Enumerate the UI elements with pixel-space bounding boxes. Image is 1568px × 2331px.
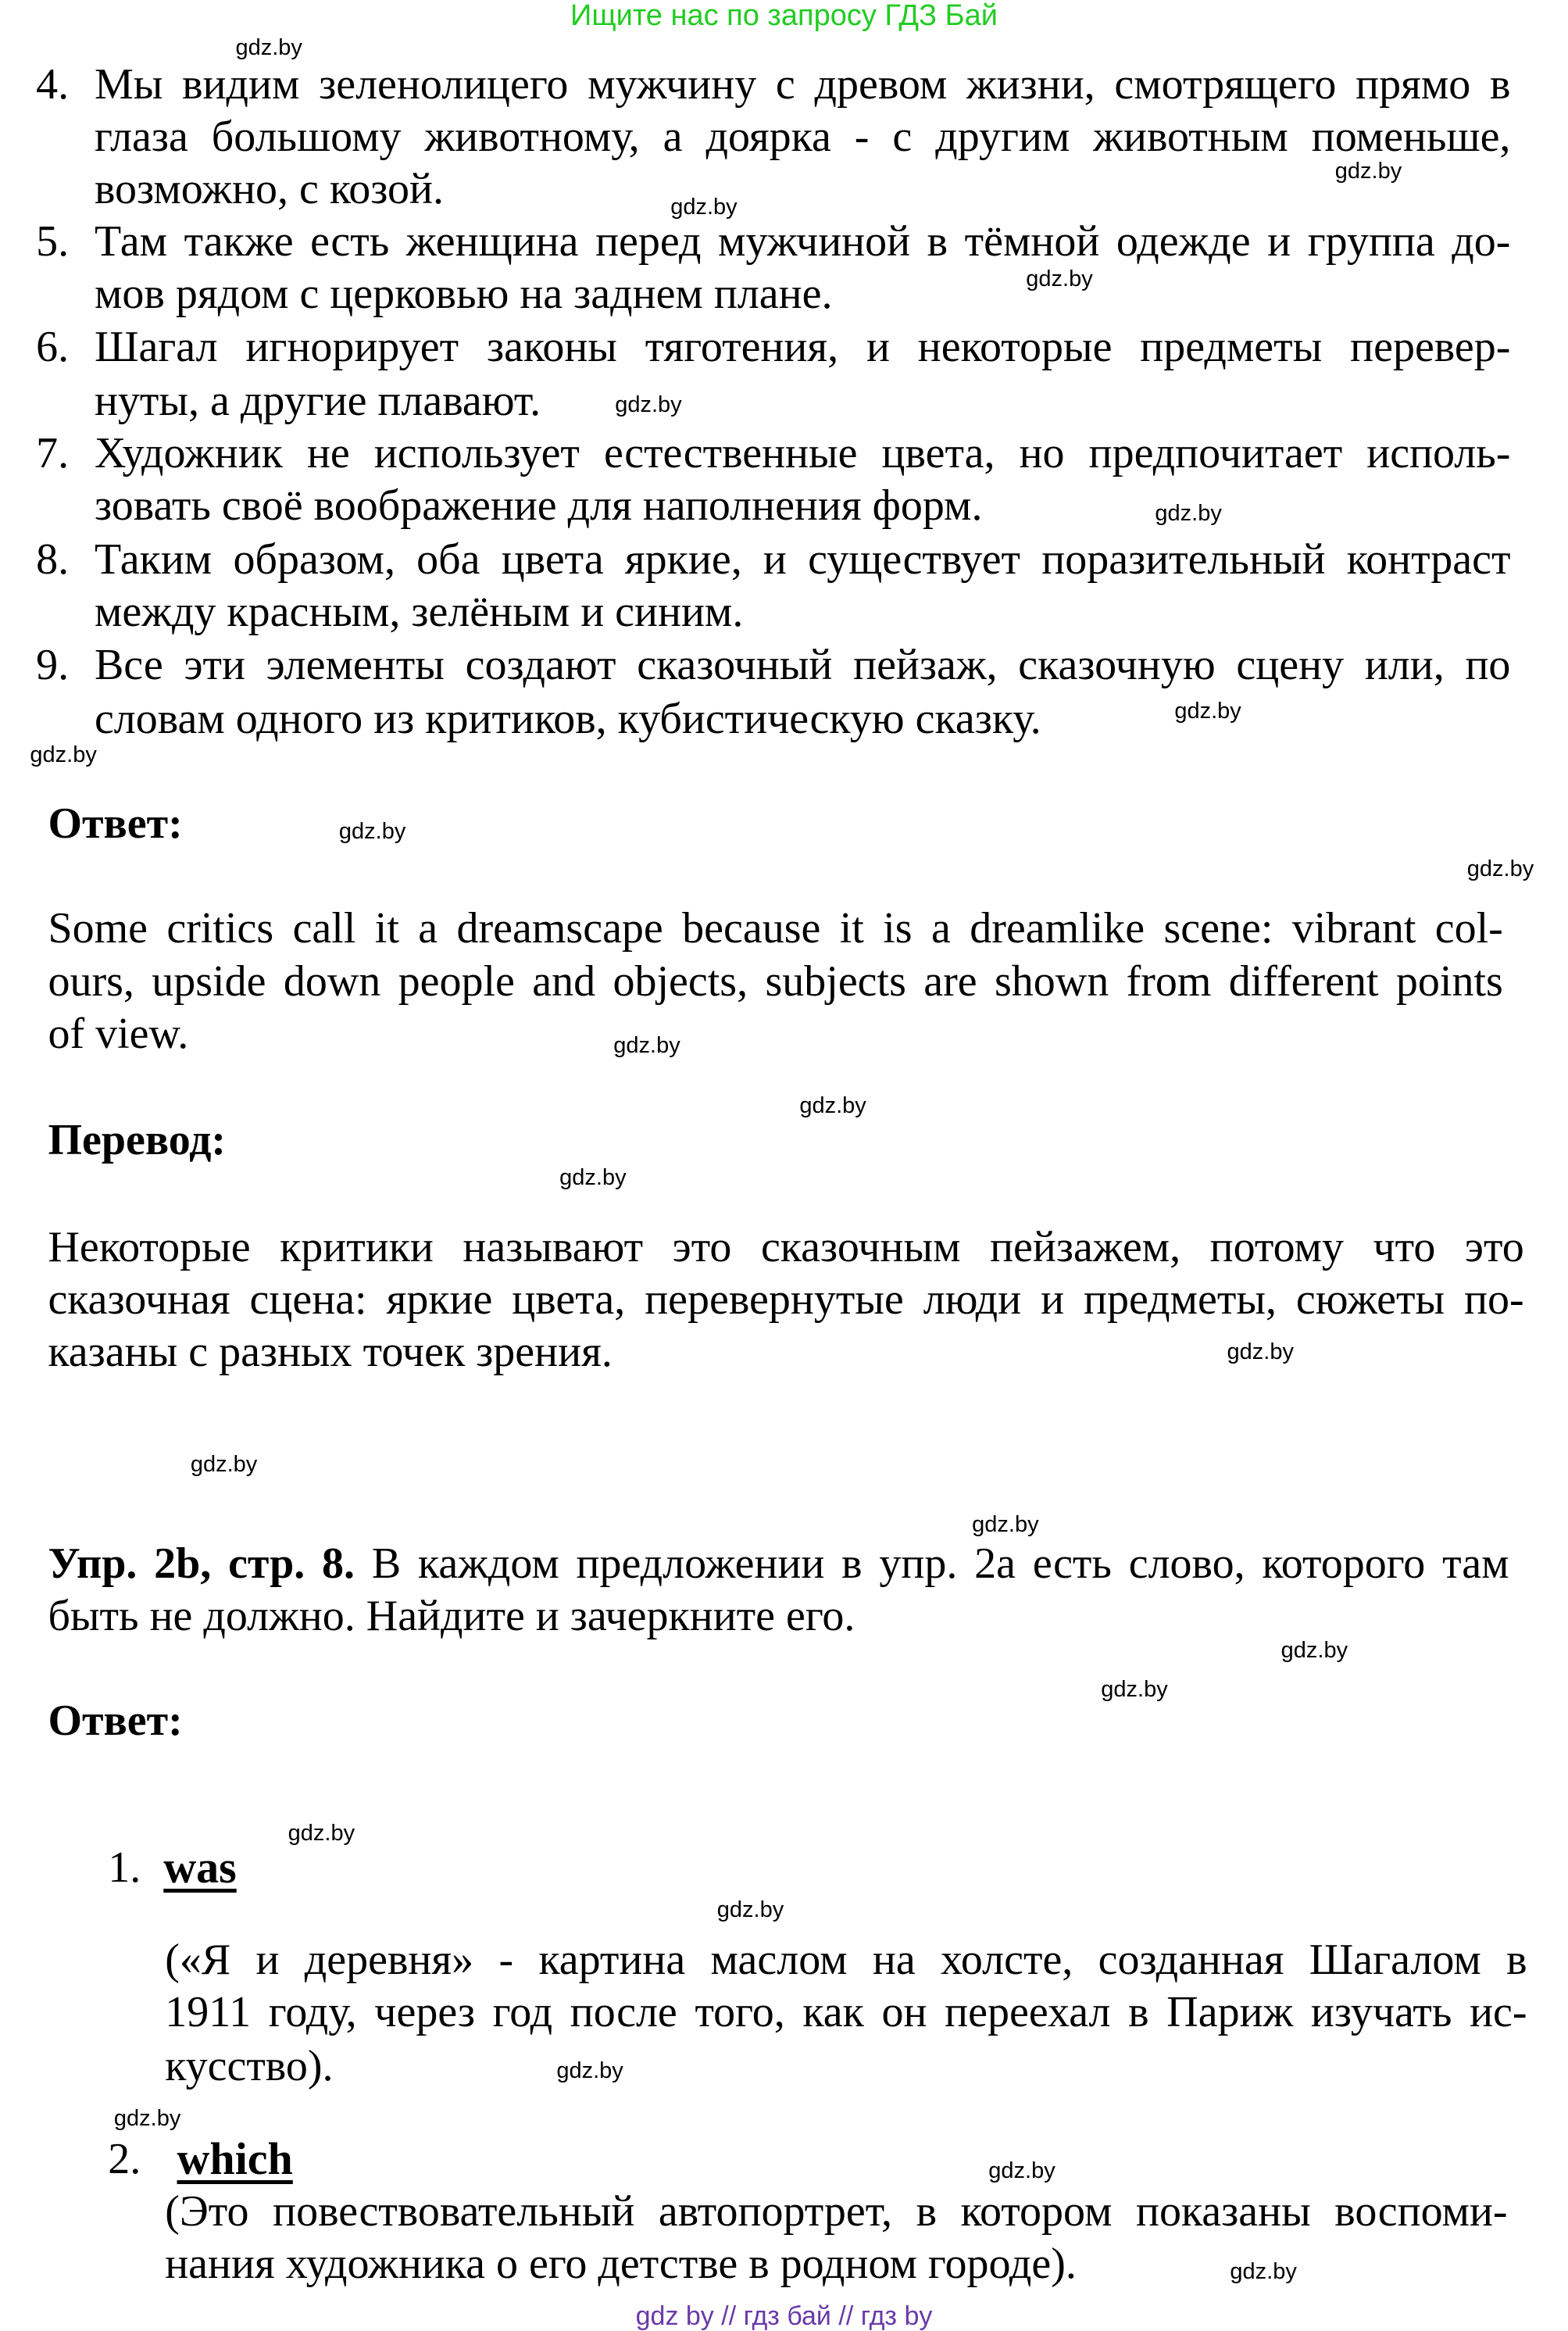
list-item-line: мов рядом с церковью на заднем плане. xyxy=(94,270,833,319)
answer-text-line: of view. xyxy=(48,1009,189,1058)
answer-label: Ответ: xyxy=(48,1696,183,1746)
answer-explanation-line: (Это повествовательный автопортрет, в котором показаны воспоми- xyxy=(165,2187,1508,2236)
watermark: gdz.by xyxy=(559,1165,627,1191)
answer-explanation-line: 1911 году, через год после того, как он переехал в Париж изучать ис- xyxy=(165,1987,1527,2036)
list-item-line: Все эти элементы создают сказочный пейзаж, сказочную сцену или, по xyxy=(94,640,1511,689)
exercise-line xyxy=(48,1539,1509,1588)
watermark: gdz.by xyxy=(1101,1676,1168,1702)
watermark: gdz.by xyxy=(1230,2258,1297,2284)
watermark: gdz.by xyxy=(972,1511,1039,1537)
translation-label: Перевод: xyxy=(48,1116,227,1165)
answer-word: which xyxy=(177,2133,293,2184)
list-item-line: Шагал игнорирует законы тяготения, и некоторые предметы перевер- xyxy=(94,322,1511,371)
translation-text-line: Некоторые критики называют это сказочным пейзажем, потому что это xyxy=(48,1222,1524,1271)
watermark: gdz.by xyxy=(1227,1339,1294,1364)
watermark: gdz.by xyxy=(988,2158,1055,2184)
watermark: gdz.by xyxy=(338,818,406,844)
list-item-line: словам одного из критиков, кубистическую сказку. xyxy=(94,694,1041,743)
watermark: gdz.by xyxy=(670,194,738,220)
list-item-line: нуты, а другие плавают. xyxy=(94,376,541,425)
list-item-line: возможно, с козой. xyxy=(94,164,445,213)
watermark: gdz.by xyxy=(556,2058,623,2083)
watermark: gdz.by xyxy=(235,35,302,61)
list-item-line: между красным, зелёным и синим. xyxy=(94,588,744,637)
exercise-instruction: В каждом предложении в упр. 2а есть слово, которого там xyxy=(371,1539,1509,1588)
exercise-line: быть не должно. Найдите и зачеркните его. xyxy=(48,1591,855,1640)
translation-text-line: сказочная сцена: яркие цвета, перевернутые люди и предметы, сюжеты по- xyxy=(48,1275,1524,1324)
watermark: gdz.by xyxy=(1174,699,1241,724)
list-item-number: 9. xyxy=(36,640,70,689)
watermark: gdz.by xyxy=(1334,158,1402,184)
list-item-line: Там также есть женщина перед мужчиной в тёмной одежде и группа до- xyxy=(94,217,1511,266)
translation-text-line: казаны с разных точек зрения. xyxy=(48,1327,613,1376)
watermark: gdz.by xyxy=(1280,1638,1348,1663)
answer-explanation-line: кусство). xyxy=(165,2041,334,2090)
watermark: gdz.by xyxy=(799,1093,866,1119)
answer-number: 1. xyxy=(108,1843,141,1893)
list-item-line: зовать своё воображение для наполнения форм. xyxy=(94,481,983,531)
answer-label: Ответ: xyxy=(48,799,183,849)
watermark: gdz.by xyxy=(716,1897,784,1923)
watermark: gdz.by xyxy=(30,742,97,767)
list-item-number: 7. xyxy=(36,428,70,477)
list-item-line: глаза большому животному, а доярка - с другим животным поменьше, xyxy=(94,112,1511,161)
answer-text-line: ours, upside down people and objects, subjects are shown from different points xyxy=(48,956,1503,1006)
list-item-line: Мы видим зеленолицего мужчину с древом жизни, смотрящего прямо в xyxy=(94,59,1511,109)
header-banner: Ищите нас по запросу ГДЗ Бай xyxy=(570,0,998,32)
answer-number: 2. xyxy=(108,2134,141,2183)
exercise-title: Упр. 2b, стр. 8. xyxy=(48,1539,355,1588)
footer-banner: gdz by // гдз бай // гдз by xyxy=(635,2301,933,2331)
watermark: gdz.by xyxy=(1155,500,1222,526)
list-item-line: Таким образом, оба цвета яркие, и существует поразительный контраст xyxy=(94,535,1511,585)
answer-explanation-line: нания художника о его детстве в родном городе). xyxy=(165,2240,1077,2289)
list-item-number: 6. xyxy=(36,322,70,371)
answer-explanation-line: («Я и деревня» - картина маслом на холсте, созданная Шагалом в xyxy=(165,1935,1527,1984)
watermark: gdz.by xyxy=(1026,266,1093,292)
list-item-line: Художник не использует естественные цвета, но предпочитает исполь- xyxy=(94,428,1511,477)
watermark: gdz.by xyxy=(190,1451,258,1477)
watermark: gdz.by xyxy=(288,1821,355,1847)
list-item-number: 5. xyxy=(36,217,70,266)
watermark: gdz.by xyxy=(615,392,682,418)
answer-text-line: Some critics call it a dreamscape because it is a dreamlike scene: vibrant col- xyxy=(48,904,1503,953)
list-item-number: 4. xyxy=(36,59,70,109)
watermark: gdz.by xyxy=(113,2106,181,2132)
watermark: gdz.by xyxy=(613,1033,680,1059)
watermark: gdz.by xyxy=(1466,856,1534,881)
answer-word: was xyxy=(163,1842,237,1893)
list-item-number: 8. xyxy=(36,535,70,585)
